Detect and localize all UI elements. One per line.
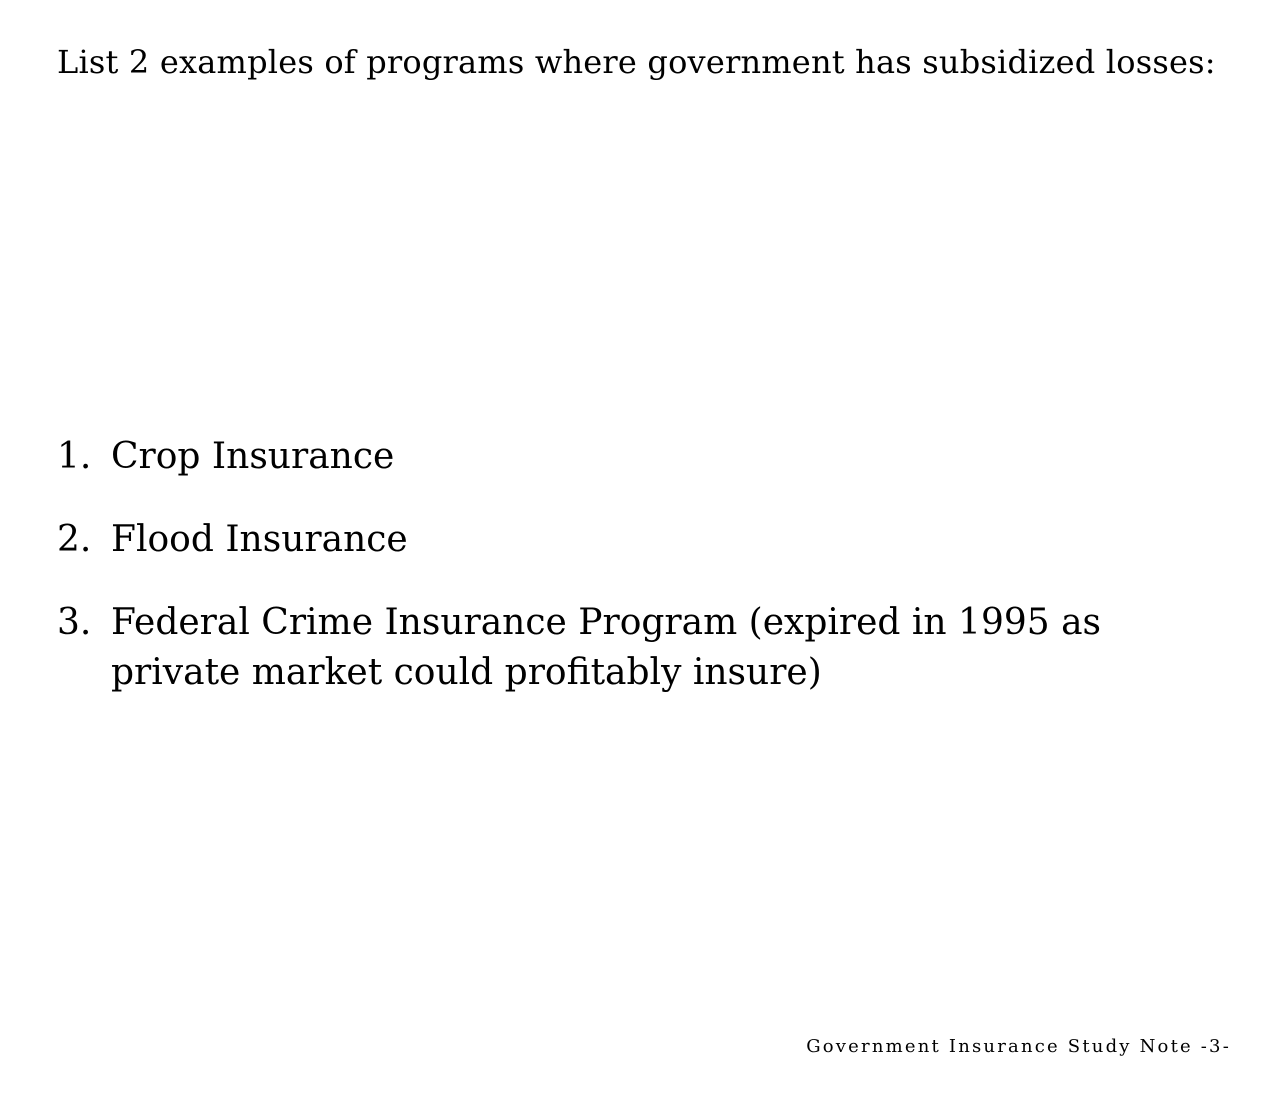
answer-item-crop-insurance <box>57 432 1217 482</box>
answer-number: 1. <box>57 436 92 477</box>
answer-number: 2. <box>57 519 92 560</box>
answer-number: 3. <box>57 602 92 643</box>
answer-text: Federal Crime Insurance Program (expired in 1995 as private market could profitably insure) <box>111 602 1102 693</box>
page-footer: Government Insurance Study Note -3- <box>806 1036 1231 1057</box>
answer-item-flood-insurance <box>57 515 1217 565</box>
answer-item-federal-crime-insurance <box>57 598 1217 698</box>
answer-text: Flood Insurance <box>111 519 408 560</box>
answer-text: Crop Insurance <box>111 436 395 477</box>
study-question: List 2 examples of programs where government has subsidized losses: <box>57 43 1216 81</box>
answer-list <box>57 432 1217 731</box>
